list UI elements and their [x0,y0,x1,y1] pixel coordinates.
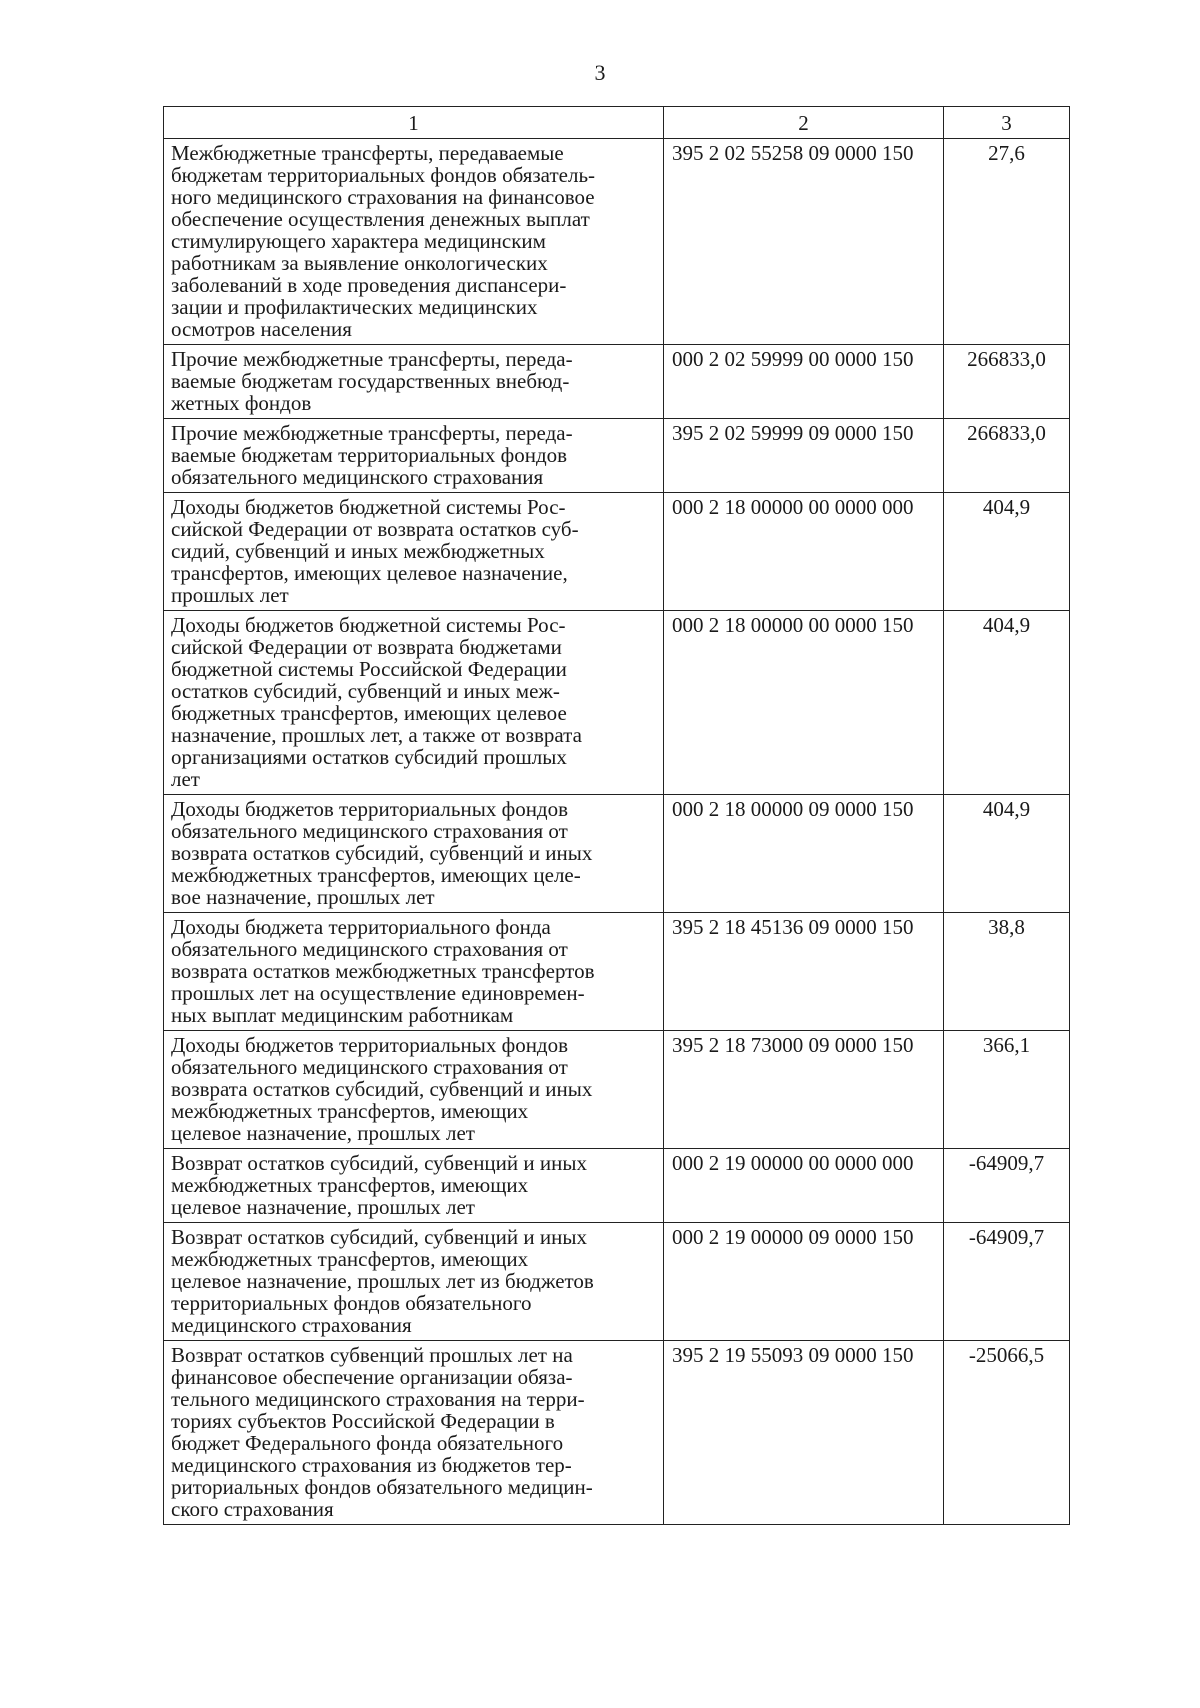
budget-revenue-table [163,106,1070,1525]
row-amount-cell: 404,9 [944,611,1070,795]
row-name-cell: Доходы бюджетов бюджетной системы Рос- сийской Федерации от возврата бюджетами бюджетной системы Российской Федерации остатков субсидий, субвенций и иных меж- бюджетных трансфертов, имеющих целевое назначение, прошлых лет, а также от возврата организациями остатков субсидий прошлых лет [164,611,664,795]
row-code-cell: 000 2 18 00000 09 0000 150 [664,795,944,913]
row-amount-cell: -25066,5 [944,1341,1070,1525]
column-header-2: 2 [664,107,944,139]
row-amount-cell: -64909,7 [944,1223,1070,1341]
row-code-cell: 395 2 02 55258 09 0000 150 [664,139,944,345]
row-name-cell: Возврат остатков субсидий, субвенций и иных межбюджетных трансфертов, имеющих целевое назначение, прошлых лет из бюджетов территориальных фондов обязательного медицинского страхования [164,1223,664,1341]
row-code-cell: 000 2 19 00000 00 0000 000 [664,1149,944,1223]
row-name-cell: Доходы бюджета территориального фонда обязательного медицинского страхования от возврата остатков межбюджетных трансфертов прошлых лет на осуществление единовремен- ных выплат медицинским работникам [164,913,664,1031]
table-row [164,1341,1070,1525]
row-code-cell: 395 2 18 45136 09 0000 150 [664,913,944,1031]
row-amount-cell: 404,9 [944,493,1070,611]
row-amount-cell: 366,1 [944,1031,1070,1149]
row-name-cell: Возврат остатков субвенций прошлых лет на финансовое обеспечение организации обяза- тельного медицинского страхования на терри- ториях субъектов Российской Федерации в бюджет Федерального фонда обязательного медицинского страхования из бюджетов тер- риториальных фондов обязательного медицин- ского страхования [164,1341,664,1525]
row-amount-cell: -64909,7 [944,1149,1070,1223]
table-row [164,419,1070,493]
row-name-cell: Доходы бюджетов территориальных фондов обязательного медицинского страхования от возврата остатков субсидий, субвенций и иных межбюджетных трансфертов, имеющих целе- вое назначение, прошлых лет [164,795,664,913]
table-row [164,493,1070,611]
header-row [164,107,1070,139]
table-row [164,1031,1070,1149]
column-header-3: 3 [944,107,1070,139]
table-row [164,1223,1070,1341]
row-code-cell: 000 2 18 00000 00 0000 150 [664,611,944,795]
row-name-cell: Возврат остатков субсидий, субвенций и иных межбюджетных трансфертов, имеющих целевое назначение, прошлых лет [164,1149,664,1223]
row-amount-cell: 38,8 [944,913,1070,1031]
table-row [164,345,1070,419]
table-row [164,139,1070,345]
column-header-1: 1 [164,107,664,139]
row-amount-cell: 404,9 [944,795,1070,913]
page-number: 3 [594,60,606,85]
table-row [164,795,1070,913]
row-name-cell: Доходы бюджетов бюджетной системы Рос- сийской Федерации от возврата остатков суб- сидий, субвенций и иных межбюджетных трансфертов, имеющих целевое назначение, прошлых лет [164,493,664,611]
row-name-cell: Межбюджетные трансферты, передаваемые бюджетам территориальных фондов обязатель- ного медицинского страхования на финансовое обеспечение осуществления денежных выплат стимулирующего характера медицинским работникам за выявление онкологических заболеваний в ходе проведения диспансери- зации и профилактических медицинских осмотров населения [164,139,664,345]
row-code-cell: 395 2 18 73000 09 0000 150 [664,1031,944,1149]
table-row [164,611,1070,795]
table-row [164,913,1070,1031]
row-amount-cell: 266833,0 [944,419,1070,493]
row-code-cell: 000 2 19 00000 09 0000 150 [664,1223,944,1341]
row-name-cell: Прочие межбюджетные трансферты, переда- ваемые бюджетам территориальных фондов обязательного медицинского страхования [164,419,664,493]
row-code-cell: 000 2 02 59999 00 0000 150 [664,345,944,419]
row-name-cell: Доходы бюджетов территориальных фондов обязательного медицинского страхования от возврата остатков субсидий, субвенций и иных межбюджетных трансфертов, имеющих целевое назначение, прошлых лет [164,1031,664,1149]
row-code-cell: 395 2 19 55093 09 0000 150 [664,1341,944,1525]
row-amount-cell: 266833,0 [944,345,1070,419]
table-row [164,1149,1070,1223]
row-code-cell: 000 2 18 00000 00 0000 000 [664,493,944,611]
row-amount-cell: 27,6 [944,139,1070,345]
row-code-cell: 395 2 02 59999 09 0000 150 [664,419,944,493]
row-name-cell: Прочие межбюджетные трансферты, переда- ваемые бюджетам государственных внебюд- жетных фондов [164,345,664,419]
